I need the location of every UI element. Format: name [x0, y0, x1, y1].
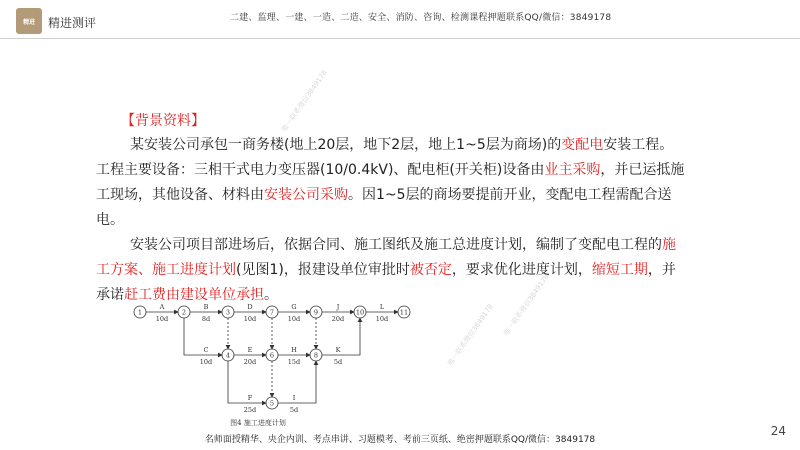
activity-duration: 10d: [375, 315, 389, 323]
footer-contact-note: 名师面授精华、央企内训、考点串讲、习题模考、考前三页纸、绝密押题联系QQ/微信：3849178: [204, 435, 596, 445]
activity-label: K: [335, 346, 341, 354]
paragraph-text: 。: [264, 287, 278, 303]
paragraph-text: ，并承诺: [96, 262, 676, 303]
activity-duration: 5d: [289, 406, 299, 414]
node-number: 4: [225, 351, 231, 360]
highlighted-text: 缩短工期: [591, 262, 648, 278]
node-number: 3: [225, 308, 231, 317]
node-number: 1: [137, 308, 143, 317]
activity-duration: 15d: [287, 358, 301, 366]
node-number: 10: [355, 308, 365, 317]
highlighted-text: 赶工费由建设单位承担: [124, 287, 264, 303]
header-contact-note: 二建、监理、一建、一造、二造、安全、消防、咨询、检测课程押题联系QQ/微信：3849178: [230, 13, 612, 23]
activity-label: H: [291, 346, 297, 354]
node-number: 11: [399, 308, 409, 317]
activity-duration: 5d: [333, 358, 343, 366]
activity-label: L: [379, 303, 385, 311]
activity-arrow: [278, 361, 316, 403]
activity-duration: 10d: [155, 315, 169, 323]
activity-label: I: [292, 394, 296, 402]
page-number: 24: [770, 424, 786, 438]
highlighted-text: 安装公司采购: [264, 187, 348, 203]
node-number: 8: [313, 351, 319, 360]
network-caption: 图4 施工进度计划: [230, 419, 286, 426]
paragraph-text: (见图1)，报建设单位审批时: [236, 262, 410, 278]
background-paragraph-1: [96, 133, 686, 233]
header-divider: [0, 38, 800, 39]
node-number: 5: [269, 399, 275, 408]
activity-label: A: [159, 303, 165, 311]
activity-duration: 10d: [243, 315, 257, 323]
node-number: 9: [313, 308, 319, 317]
activity-arrow: [322, 318, 360, 355]
activity-duration: 10d: [287, 315, 301, 323]
paragraph-text: ，要求优化进度计划，: [451, 262, 592, 278]
activity-label: G: [291, 303, 297, 311]
section-title: 【背景资料】: [121, 113, 205, 129]
paragraph-text: 安装公司项目部进场后，依据合同、施工图纸及施工总进度计划，编制了变配电工程的: [130, 237, 662, 253]
watermark: 唯一联系微信3849178: [446, 302, 495, 368]
paragraph-text: 。因1~5层的商场要提前开业，变配电工程需配合送电。: [96, 187, 672, 228]
brand-name: 精进测评: [48, 16, 97, 30]
activity-label: E: [247, 346, 253, 354]
activity-label: C: [203, 346, 209, 354]
logo: 精进: [16, 8, 42, 34]
paragraph-text: 某安装公司承包一商务楼(地上20层，地下2层，地上1~5层为商场)的: [130, 137, 562, 153]
activity-label: F: [247, 394, 253, 402]
activity-duration: 20d: [331, 315, 345, 323]
paragraph-text: ，并已运抵施工现场，其他设备、材料由: [96, 162, 685, 203]
schedule-network-diagram: [120, 298, 420, 426]
activity-label: J: [336, 303, 340, 311]
highlighted-text: 变配电: [561, 137, 604, 153]
watermark: 唯一联系微信3849178: [280, 68, 329, 134]
watermark: 唯一联系微信3849178: [502, 272, 551, 338]
node-number: 7: [269, 308, 275, 317]
background-paragraph-2: [96, 233, 686, 308]
activity-label: B: [203, 303, 209, 311]
node-number: 2: [181, 308, 187, 317]
highlighted-text: 施工方案、施工进度计划: [96, 237, 676, 278]
activity-duration: 10d: [199, 358, 213, 366]
activity-duration: 25d: [243, 406, 257, 414]
highlighted-text: 被否定: [409, 262, 452, 278]
paragraph-text: 安装工程。工程主要设备：三相干式电力变压器(10/0.4kV)、配电柜(开关柜)设备由: [96, 137, 674, 178]
highlighted-text: 业主采购: [544, 162, 601, 178]
node-number: 6: [269, 351, 275, 360]
activity-duration: 8d: [201, 315, 211, 323]
activity-label: D: [247, 303, 253, 311]
activity-duration: 20d: [243, 358, 257, 366]
